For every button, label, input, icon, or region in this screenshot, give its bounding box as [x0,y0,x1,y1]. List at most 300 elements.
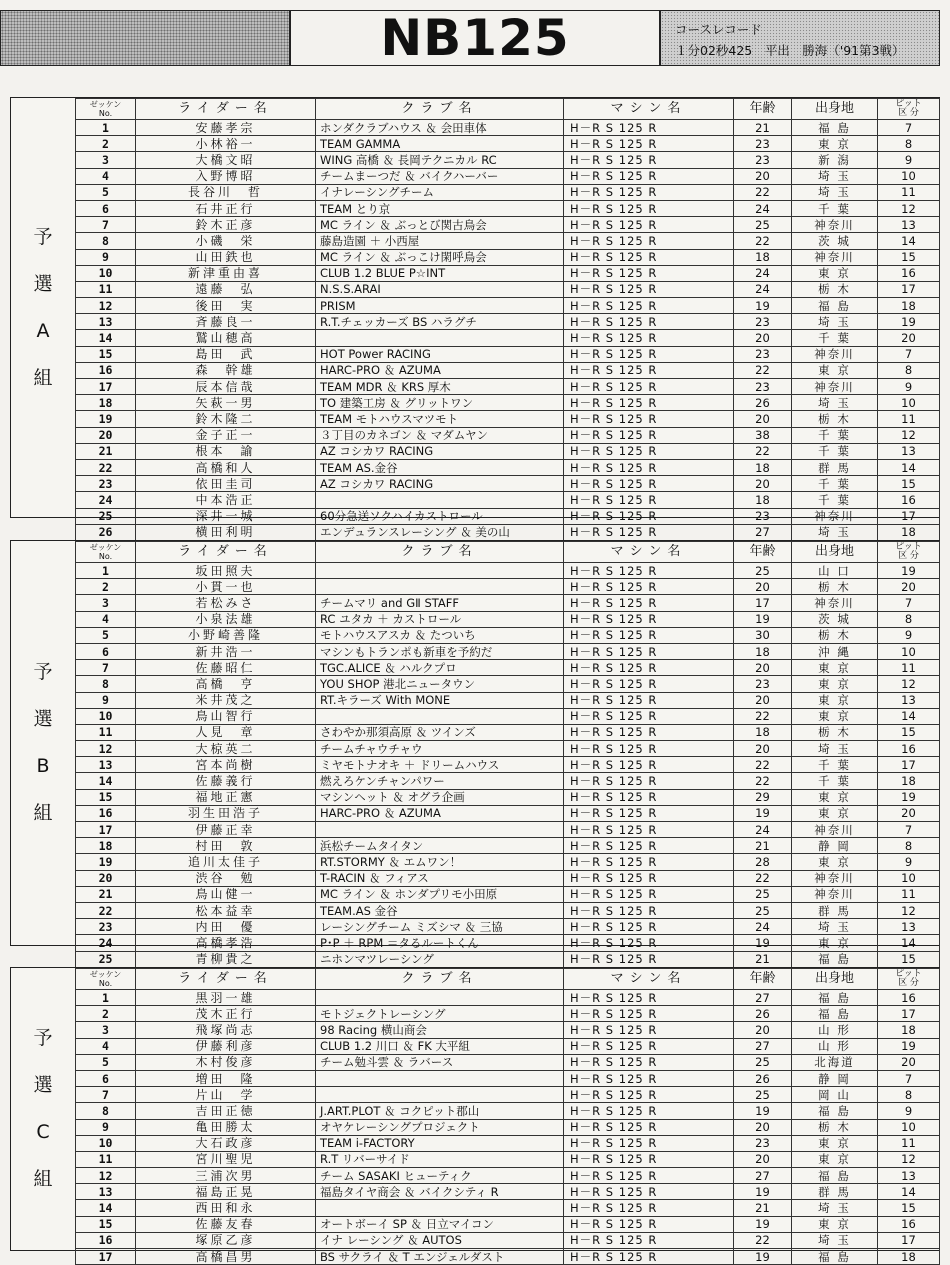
cell-pit: 10 [878,1119,940,1135]
cell-club: オートボーイ SP ＆ 日立マイコン [316,1216,564,1232]
cell-pit: 11 [878,1135,940,1151]
cell-pit: 17 [878,1232,940,1248]
cell-club: チーム勉斗雲 ＆ ラバース [316,1054,564,1070]
cell-home: 山 口 [792,563,878,579]
table-row [76,935,940,951]
cell-no: 15 [76,346,136,362]
cell-machine: H－R S 125 R [564,643,734,659]
class-title: NB125 [290,10,660,66]
cell-age: 20 [734,1151,792,1167]
cell-no: 11 [76,724,136,740]
cell-home: 千 葉 [792,330,878,346]
cell-pit: 15 [878,951,940,967]
cell-home: 東 京 [792,935,878,951]
header-club [316,969,564,990]
cell-no: 10 [76,265,136,281]
cell-age: 21 [734,951,792,967]
cell-rider: 松本益幸 [136,902,316,918]
cell-club [316,990,564,1006]
cell-club: AZ コシカワ RACING [316,476,564,492]
cell-home: 千 葉 [792,427,878,443]
group-label-char: A [36,319,50,342]
cell-pit: 17 [878,1006,940,1022]
cell-machine: H－R S 125 R [564,200,734,216]
table-row [76,1151,940,1167]
cell-machine: H－R S 125 R [564,579,734,595]
header-text: マシン名 [610,101,687,116]
cell-club [316,1087,564,1103]
header-text: ライダー名 [178,544,273,559]
cell-rider: 佐藤義行 [136,773,316,789]
table-row [76,249,940,265]
cell-machine: H－R S 125 R [564,660,734,676]
cell-club: YOU SHOP 港北ニュータウン [316,676,564,692]
cell-no: 6 [76,200,136,216]
cell-rider: 石井正行 [136,200,316,216]
table-row [76,627,940,643]
cell-machine: H－R S 125 R [564,314,734,330]
cell-club: TEAM AS.金谷 [316,459,564,475]
cell-rider: 小泉法雄 [136,611,316,627]
cell-age: 22 [734,870,792,886]
cell-no: 22 [76,902,136,918]
cell-pit: 17 [878,757,940,773]
cell-age: 24 [734,265,792,281]
header-no [76,969,136,990]
cell-no: 5 [76,627,136,643]
cell-age: 27 [734,1168,792,1184]
cell-machine: H－R S 125 R [564,1184,734,1200]
table-row [76,1103,940,1119]
header-home [792,969,878,990]
table-header-row [76,542,940,563]
cell-machine: H－R S 125 R [564,1022,734,1038]
header-age [734,99,792,120]
table-row [76,476,940,492]
group-a-table [10,97,940,540]
table-row [76,379,940,395]
cell-rider: 飛塚尚志 [136,1022,316,1038]
table-row [76,724,940,740]
cell-rider: 伊藤利彦 [136,1038,316,1054]
cell-no: 11 [76,281,136,297]
cell-pit: 15 [878,1200,940,1216]
cell-pit: 7 [878,595,940,611]
cell-pit: 10 [878,643,940,659]
cell-pit: 12 [878,676,940,692]
cell-pit: 13 [878,1168,940,1184]
cell-no: 9 [76,249,136,265]
cell-home: 山 形 [792,1038,878,1054]
cell-machine: H－R S 125 R [564,854,734,870]
cell-no: 17 [76,379,136,395]
cell-home: 群 馬 [792,1184,878,1200]
cell-age: 22 [734,362,792,378]
cell-no: 20 [76,870,136,886]
cell-age: 22 [734,443,792,459]
cell-rider: 福島正晃 [136,1184,316,1200]
cell-club: 浜松チームタイタン [316,838,564,854]
cell-no: 14 [76,330,136,346]
cell-pit: 18 [878,298,940,314]
cell-rider: 深井一城 [136,508,316,524]
cell-rider: 亀田勝太 [136,1119,316,1135]
cell-age: 19 [734,611,792,627]
cell-home: 千 葉 [792,200,878,216]
cell-pit: 20 [878,1054,940,1070]
header-text: 出身地 [814,971,854,986]
table-row [76,1249,940,1265]
table-row [76,805,940,821]
cell-no: 13 [76,1184,136,1200]
cell-no: 9 [76,1119,136,1135]
cell-no: 1 [76,120,136,136]
cell-age: 19 [734,935,792,951]
cell-pit: 14 [878,1184,940,1200]
cell-age: 20 [734,660,792,676]
cell-no: 8 [76,676,136,692]
header-text: ゼッケン [89,100,122,109]
cell-rider: 中本浩正 [136,492,316,508]
table-header-row [76,969,940,990]
cell-rider: 長谷川 哲 [136,184,316,200]
cell-rider: 山田鉄也 [136,249,316,265]
cell-rider: 後田 実 [136,298,316,314]
cell-machine: H－R S 125 R [564,184,734,200]
cell-machine: H－R S 125 R [564,281,734,297]
table-row [76,919,940,935]
cell-club: TEAM i-FACTORY [316,1135,564,1151]
cell-rider: 村田 敦 [136,838,316,854]
cell-age: 23 [734,152,792,168]
cell-machine: H－R S 125 R [564,265,734,281]
cell-no: 2 [76,1006,136,1022]
header-age [734,542,792,563]
cell-home: 埼 玉 [792,1232,878,1248]
cell-age: 19 [734,1103,792,1119]
cell-age: 26 [734,1070,792,1086]
cell-pit: 16 [878,265,940,281]
cell-pit: 7 [878,1070,940,1086]
cell-no: 26 [76,524,136,540]
header-rider [136,969,316,990]
cell-age: 25 [734,1087,792,1103]
table-row [76,1087,940,1103]
table-row [76,200,940,216]
cell-club: RT.STORMY ＆ エムワン！ [316,854,564,870]
cell-club: T-RACIN ＆ フィアス [316,870,564,886]
cell-rider: 依田圭司 [136,476,316,492]
group-b-table [10,540,940,967]
header-text: 年齢 [749,971,776,986]
cell-machine: H－R S 125 R [564,1200,734,1216]
cell-pit: 16 [878,1216,940,1232]
header-text: クラブ名 [401,971,478,986]
entry-table [75,968,940,1265]
cell-no: 4 [76,1038,136,1054]
group-label-char: 予 [33,225,53,248]
group-label-char: 予 [33,661,53,683]
cell-club: P･P ＋ RPM ＝タるルートくん [316,935,564,951]
cell-pit: 15 [878,724,940,740]
cell-club [316,579,564,595]
entry-table [75,541,940,968]
group-label [11,541,76,945]
cell-rider: 根本 諭 [136,443,316,459]
cell-machine: H－R S 125 R [564,1216,734,1232]
cell-pit: 19 [878,314,940,330]
cell-machine: H－R S 125 R [564,838,734,854]
cell-pit: 19 [878,789,940,805]
cell-machine: H－R S 125 R [564,692,734,708]
table-row [76,1232,940,1248]
cell-home: 福 島 [792,1168,878,1184]
table-row [76,136,940,152]
group-label-char: 選 [33,272,53,295]
cell-age: 19 [734,1249,792,1265]
header-text: 区 分 [898,108,919,118]
cell-club: エンデュランスレーシング ＆ 美の山 [316,524,564,540]
cell-pit: 7 [878,120,940,136]
cell-no: 23 [76,919,136,935]
cell-machine: H－R S 125 R [564,379,734,395]
cell-age: 24 [734,281,792,297]
entry-table [75,98,940,541]
cell-age: 23 [734,676,792,692]
table-row [76,990,940,1006]
cell-home: 埼 玉 [792,741,878,757]
cell-age: 22 [734,773,792,789]
cell-age: 19 [734,1216,792,1232]
cell-machine: H－R S 125 R [564,595,734,611]
cell-machine: H－R S 125 R [564,1249,734,1265]
cell-age: 18 [734,249,792,265]
cell-no: 16 [76,362,136,378]
cell-rider: 追川太佳子 [136,854,316,870]
cell-pit: 20 [878,330,940,346]
header-machine [564,99,734,120]
cell-machine: H－R S 125 R [564,627,734,643]
cell-club: R.T リバーサイド [316,1151,564,1167]
table-row [76,298,940,314]
cell-machine: H－R S 125 R [564,1119,734,1135]
cell-machine: H－R S 125 R [564,1151,734,1167]
cell-no: 16 [76,1232,136,1248]
cell-pit: 15 [878,476,940,492]
cell-club: チーム SASAKI ヒューティク [316,1168,564,1184]
cell-home: 福 島 [792,1103,878,1119]
cell-rider: 内田 優 [136,919,316,935]
header-text: ゼッケン [89,970,122,979]
table-row [76,168,940,184]
cell-machine: H－R S 125 R [564,362,734,378]
table-row [76,281,940,297]
cell-club: チームマリ and GⅡ STAFF [316,595,564,611]
header-club [316,99,564,120]
cell-machine: H－R S 125 R [564,1038,734,1054]
cell-club: 福島タイヤ商会 ＆ バイクシティ R [316,1184,564,1200]
cell-no: 3 [76,152,136,168]
cell-club [316,708,564,724]
cell-machine: H－R S 125 R [564,1103,734,1119]
cell-pit: 11 [878,184,940,200]
table-row [76,411,940,427]
cell-rider: 高橋和人 [136,459,316,475]
cell-home: 栃 木 [792,281,878,297]
cell-home: 東 京 [792,805,878,821]
cell-rider: 入野博昭 [136,168,316,184]
cell-pit: 20 [878,805,940,821]
cell-club: TEAM とり京 [316,200,564,216]
cell-age: 24 [734,919,792,935]
group-label [11,98,76,517]
cell-age: 21 [734,838,792,854]
cell-home: 千 葉 [792,443,878,459]
cell-club: 燃えろケンチャンパワー [316,773,564,789]
group-label-char: 選 [33,708,53,730]
group-label-char: 組 [33,802,53,824]
table-row [76,579,940,595]
cell-age: 27 [734,524,792,540]
header-pit [878,99,940,120]
cell-machine: H－R S 125 R [564,1168,734,1184]
cell-no: 8 [76,233,136,249]
cell-club: ３丁目のカネゴン ＆ マダムヤン [316,427,564,443]
cell-home: 東 京 [792,362,878,378]
cell-home: 北海道 [792,1054,878,1070]
cell-pit: 14 [878,935,940,951]
table-row [76,120,940,136]
cell-no: 5 [76,1054,136,1070]
cell-club: N.S.S.ARAI [316,281,564,297]
cell-pit: 16 [878,492,940,508]
cell-machine: H－R S 125 R [564,741,734,757]
cell-pit: 10 [878,870,940,886]
cell-home: 神奈川 [792,249,878,265]
cell-rider: 佐藤友春 [136,1216,316,1232]
cell-no: 14 [76,1200,136,1216]
cell-home: 福 島 [792,951,878,967]
table-row [76,611,940,627]
cell-age: 23 [734,136,792,152]
cell-pit: 10 [878,395,940,411]
table-row [76,1168,940,1184]
cell-age: 38 [734,427,792,443]
table-row [76,1022,940,1038]
cell-no: 10 [76,1135,136,1151]
cell-age: 20 [734,330,792,346]
cell-no: 7 [76,217,136,233]
cell-home: 神奈川 [792,595,878,611]
cell-club: J.ART.PLOT ＆ コクピット郡山 [316,1103,564,1119]
cell-no: 23 [76,476,136,492]
header-pattern-panel [0,10,290,66]
header-club [316,542,564,563]
cell-no: 25 [76,951,136,967]
cell-club [316,1070,564,1086]
cell-age: 19 [734,805,792,821]
cell-home: 千 葉 [792,476,878,492]
cell-home: 福 島 [792,298,878,314]
cell-pit: 8 [878,362,940,378]
cell-club [316,563,564,579]
cell-pit: 8 [878,838,940,854]
cell-club: ニホンマツレーシング [316,951,564,967]
cell-club: TEAM MDR ＆ KRS 厚木 [316,379,564,395]
group-label [11,968,76,1250]
cell-age: 27 [734,1038,792,1054]
cell-club: MC ライン ＆ ぶっとび関古鳥会 [316,217,564,233]
cell-pit: 20 [878,579,940,595]
cell-machine: H－R S 125 R [564,935,734,951]
cell-age: 22 [734,233,792,249]
cell-no: 25 [76,508,136,524]
cell-rider: 斉藤良一 [136,314,316,330]
cell-club: PRISM [316,298,564,314]
cell-no: 13 [76,757,136,773]
table-row [76,951,940,967]
header-text: 出身地 [814,101,854,116]
cell-age: 27 [734,990,792,1006]
header-text: ライダー名 [178,971,273,986]
cell-home: 福 島 [792,120,878,136]
cell-pit: 18 [878,1022,940,1038]
cell-home: 茨 城 [792,233,878,249]
cell-no: 20 [76,427,136,443]
cell-rider: 大石政彦 [136,1135,316,1151]
cell-no: 16 [76,805,136,821]
cell-rider: 島田 武 [136,346,316,362]
cell-club: RT.キラーズ With MONE [316,692,564,708]
cell-home: 千 葉 [792,773,878,789]
cell-no: 4 [76,168,136,184]
cell-pit: 13 [878,217,940,233]
cell-age: 21 [734,1200,792,1216]
cell-rider: 大橋文昭 [136,152,316,168]
cell-rider: 渋谷 勉 [136,870,316,886]
cell-pit: 9 [878,854,940,870]
cell-rider: 若松みさ [136,595,316,611]
cell-rider: 小貫一也 [136,579,316,595]
cell-machine: H－R S 125 R [564,152,734,168]
group-label-char: 組 [33,366,53,389]
cell-machine: H－R S 125 R [564,459,734,475]
table-row [76,708,940,724]
cell-club: TEAM.AS 金谷 [316,902,564,918]
cell-home: 神奈川 [792,886,878,902]
cell-no: 3 [76,595,136,611]
table-row [76,563,940,579]
cell-rider: 福地正憲 [136,789,316,805]
cell-machine: H－R S 125 R [564,427,734,443]
cell-rider: 米井茂之 [136,692,316,708]
cell-machine: H－R S 125 R [564,492,734,508]
cell-club: TEAM モトハウスマツモト [316,411,564,427]
cell-club: レーシングチーム ミズシマ ＆ 三協 [316,919,564,935]
cell-club: チームまーつだ ＆ バイクハーバー [316,168,564,184]
header-pit [878,969,940,990]
cell-rider: 高橋孝浩 [136,935,316,951]
cell-home: 静 岡 [792,838,878,854]
table-row [76,902,940,918]
cell-rider: 大椋英二 [136,741,316,757]
cell-home: 東 京 [792,1216,878,1232]
header-machine [564,542,734,563]
cell-home: 東 京 [792,676,878,692]
cell-no: 3 [76,1022,136,1038]
cell-rider: 羽生田浩子 [136,805,316,821]
cell-machine: H－R S 125 R [564,886,734,902]
